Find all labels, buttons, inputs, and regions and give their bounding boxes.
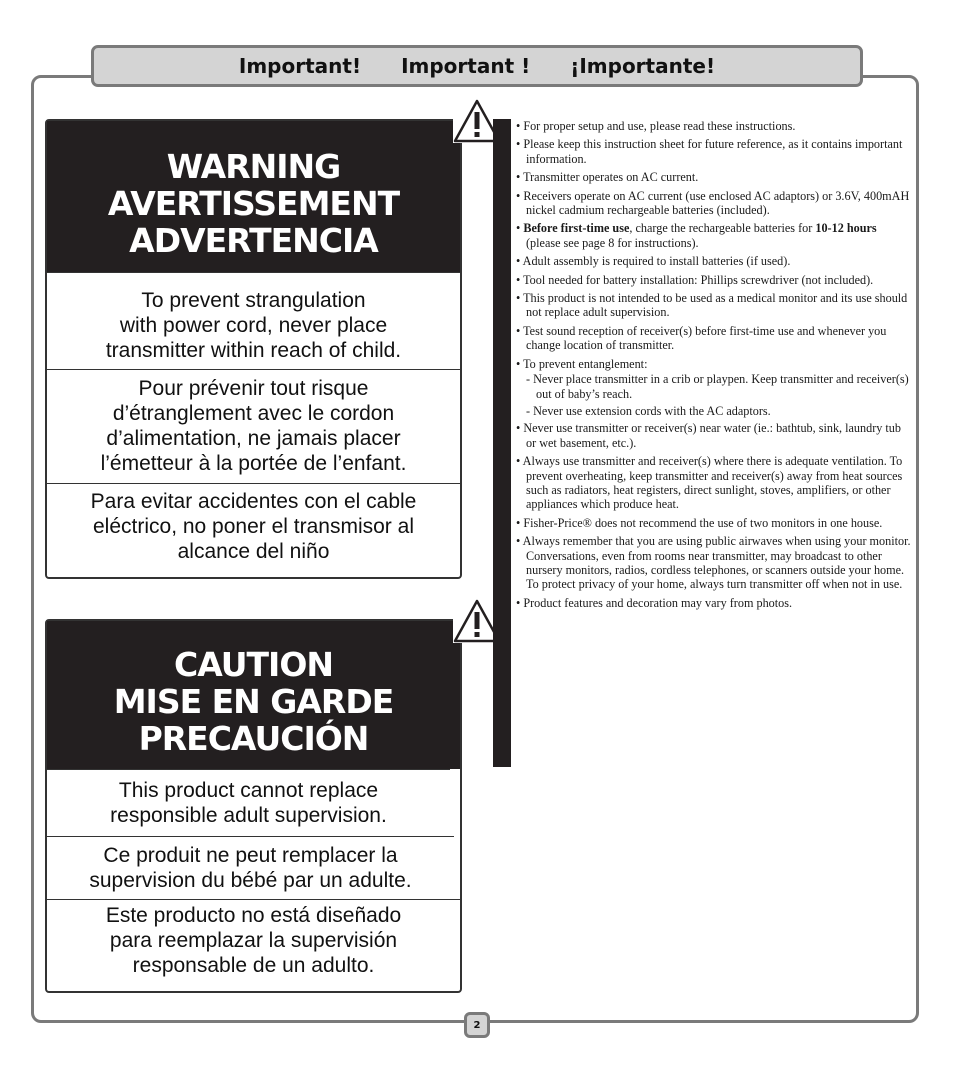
header-en: Important! [238, 54, 362, 78]
warning-title-es: ADVERTENCIA [129, 221, 378, 260]
list-item: • Please keep this instruction sheet for future reference, as it contains important information. [516, 137, 903, 166]
header-es: ¡Importante! [570, 54, 716, 78]
warning-fr-line: Pour prévenir tout risque [138, 377, 369, 400]
warning-text-en [47, 272, 460, 369]
caution-title-es: PRECAUCIÓN [138, 719, 369, 758]
warning-en-line: transmitter within reach of child. [105, 339, 402, 362]
caution-fr-line: supervision du bébé par un adulte. [89, 869, 412, 892]
text: (please see page 8 for instructions). [526, 235, 699, 250]
caution-text-fr [47, 836, 454, 899]
list-item: • Never use transmitter or receiver(s) near water (ie.: bathtub, sink, laundry tub or wet basement, etc.). [516, 421, 901, 450]
list-item: • Always use transmitter and receiver(s) where there is adequate ventilation. To prevent overheating, keep transmitter and receiver(s) away from heat sources such as radiators, heat registers, direct sunlight, stoves, amplifiers, or other appliances which produce heat. [516, 454, 903, 512]
list-item: • Tool needed for battery installation: Phillips screwdriver (not included). [516, 272, 874, 287]
warning-title-en: WARNING [166, 147, 341, 186]
list-item: • For proper setup and use, please read these instructions. [516, 119, 796, 133]
caution-es-line: Este producto no está diseñado [105, 904, 402, 927]
warning-es-line: alcance del niño [177, 540, 330, 563]
list-item: • Product features and decoration may vary from photos. [516, 595, 793, 610]
caution-text-es [47, 899, 460, 989]
caution-box [45, 619, 462, 993]
warning-fr-line: l’émetteur à la portée de l’enfant. [100, 452, 407, 475]
warning-en-line: To prevent strangulation [141, 289, 366, 312]
caution-title-fr: MISE EN GARDE [113, 682, 394, 721]
text: , charge the rechargeable batteries for [629, 221, 816, 236]
warning-title [47, 121, 460, 272]
caution-es-line: para reemplazar la supervisión [109, 929, 398, 952]
important-header [91, 45, 863, 87]
caution-es-line: responsable de un adulto. [132, 954, 375, 977]
header-fr: Important ! [401, 54, 531, 78]
instructions-column [493, 119, 911, 767]
warning-box [45, 119, 462, 579]
warning-fr-line: d’alimentation, ne jamais placer [106, 427, 401, 450]
list-subitem: - Never use extension cords with the AC adaptors. [526, 403, 771, 418]
warning-es-line: eléctrico, no poner el transmisor al [93, 515, 414, 538]
warning-text-es [47, 483, 460, 577]
page-number: 2 [464, 1012, 490, 1038]
instructions-list [516, 119, 911, 614]
caution-text-en [47, 769, 450, 836]
list-item: • Fisher-Price® does not recommend the use of two monitors in one house. [516, 515, 883, 530]
list-item: • Adult assembly is required to install batteries (if used). [516, 254, 791, 269]
list-item: • Always remember that you are using public airwaves when using your monitor. Conversations, even from rooms near transmitter, may broadcast to other nursery monitors, radios, cordless telephones, or scanners outside your home. To protect privacy of your home, always turn transmitter off when not in use. [516, 534, 911, 592]
caution-title-en: CAUTION [174, 645, 333, 684]
list-item: • Receivers operate on AC current (use enclosed AC adaptors) or 3.6V, 400mAH nickel cadmium rechargeable batteries (included). [516, 188, 910, 218]
list-item: • This product is not intended to be used as a medical monitor and its use should not replace adult supervision. [516, 291, 908, 320]
caution-title [47, 621, 460, 769]
warning-es-line: Para evitar accidentes con el cable [90, 490, 417, 513]
warning-text-fr [47, 369, 460, 483]
list-item: • Transmitter operates on AC current. [516, 170, 699, 185]
caution-en-line: responsible adult supervision. [110, 804, 387, 827]
warning-en-line: with power cord, never place [119, 314, 388, 337]
bold-text: Before first-time use [523, 221, 630, 236]
bold-text: 10-12 hours [815, 221, 877, 236]
list-subitem: - Never place transmitter in a crib or playpen. Keep transmitter and receiver(s) out of baby’s reach. [526, 372, 909, 401]
caution-en-line: This product cannot replace [118, 779, 379, 802]
list-item [516, 221, 911, 250]
list-item: • Test sound reception of receiver(s) before first-time use and whenever you change location of transmitter. [516, 323, 887, 353]
warning-title-fr: AVERTISSEMENT [107, 184, 400, 223]
bullet-prefix: • [516, 221, 524, 236]
side-bar [493, 119, 511, 767]
warning-fr-line: d’étranglement avec le cordon [112, 402, 395, 425]
caution-fr-line: Ce produit ne peut remplacer la [103, 844, 398, 867]
list-item: • To prevent entanglement: [516, 356, 648, 371]
